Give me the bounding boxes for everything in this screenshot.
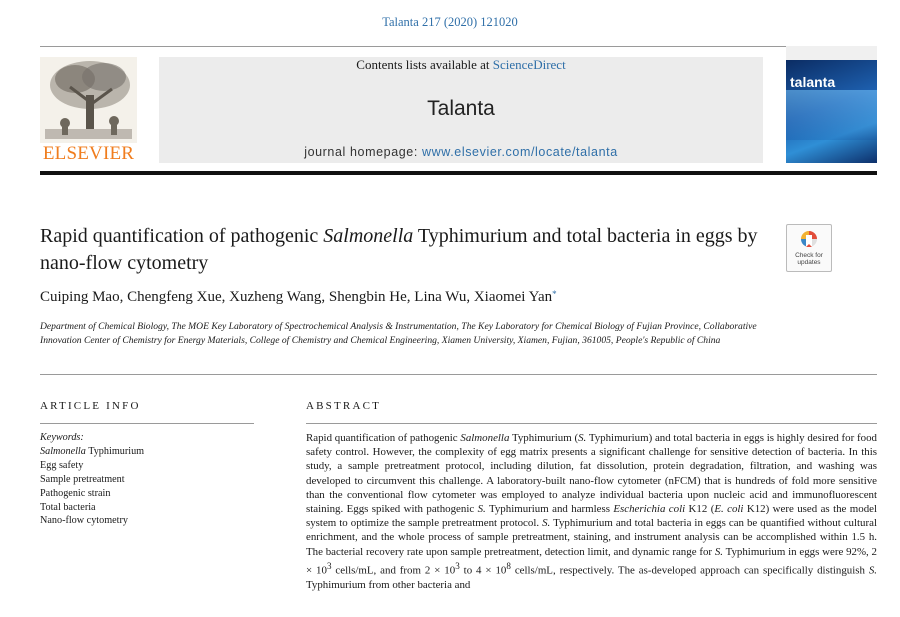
cover-title: talanta — [790, 74, 836, 90]
article-info-heading: ARTICLE INFO — [40, 400, 141, 412]
abstract-heading: ABSTRACT — [306, 400, 382, 412]
abstract-rule — [306, 423, 877, 424]
journal-name: Talanta — [427, 97, 495, 120]
crossmark-icon — [800, 230, 818, 250]
cover-artwork — [786, 60, 877, 163]
contents-line: Contents lists available at ScienceDirect — [356, 57, 566, 72]
keyword-item: Sample pretreatment — [40, 473, 125, 485]
section-rule — [40, 374, 877, 375]
journal-cover-image[interactable] — [786, 46, 877, 163]
keywords-list — [40, 431, 254, 528]
article-info-rule — [40, 423, 254, 424]
author-affiliation: Department of Chemical Biology, The MOE Key Laboratory of Spectrochemical Analysis & Instrumentation, The Key Laboratory for Chemical Biology of Fujian Province, Collaborative Innovation Center of Chemistry for Energy Materials, College of Chemistry and Chemical Engineering, Xiamen University, Xiamen, Fujian, 361005, People's Republic of China — [40, 321, 757, 346]
journal-banner — [159, 57, 763, 163]
cover-light-band — [786, 90, 877, 140]
homepage-line: journal homepage: www.elsevier.com/locate/talanta — [304, 145, 618, 159]
corresponding-author-mark[interactable]: * — [552, 289, 557, 299]
keyword-item: Salmonella Typhimurium — [40, 445, 145, 457]
author-list: Cuiping Mao, Chengfeng Xue, Xuzheng Wang, Shengbin He, Lina Wu, Xiaomei Yan* — [40, 289, 557, 305]
keyword-item: Total bacteria — [40, 501, 96, 513]
journal-citation[interactable]: Talanta 217 (2020) 121020 — [382, 15, 518, 29]
keyword-item: Pathogenic strain — [40, 487, 111, 499]
elsevier-wordmark[interactable]: ELSEVIER — [42, 143, 135, 164]
header-rule — [40, 46, 877, 47]
homepage-link[interactable]: www.elsevier.com/locate/talanta — [422, 145, 618, 159]
header-thick-rule — [40, 171, 877, 175]
cover-top-strip — [786, 46, 877, 60]
keyword-item: Nano-flow cytometry — [40, 515, 128, 527]
keywords-label: Keywords: — [40, 432, 84, 443]
article-title: Rapid quantification of pathogenic Salmonella Typhimurium and total bacteria in eggs by nano-flow cytometry — [40, 225, 758, 274]
abstract-text: Rapid quantification of pathogenic Salmonella Typhimurium (S. Typhimurium) and total bacteria in eggs is highly desired for food safety control. However, the complexity of egg matrix presents a significant challenge for sensitive detection of bacteria. In this study, a sample pretreatment protocol, including dilution, fat dissolution, protein degradation, filtration, and washing was developed to circumvent this challenge. A laboratory-built nano-flow cytometer (nFCM) that is hundreds of fold more sensitive than the conventional flow cytometer was employed to analyze individual bacteria upon nucleic acid and immunofluorescent staining. Eggs spiked with pathogenic S. Typhimurium and harmless Escherichia coli K12 (E. coli K12) were used as the model system to optimize the sample pretreatment protocol. S. Typhimurium and total bacteria in eggs can be quantified without cultural enrichment, and the whole process of sample pretreatment, staining, and instrument analysis can be accomplished within 1.5 h. The bacterial recovery rate upon sample pretreatment, detection limit, and dynamic range for S. Typhimurium in eggs were 92%, $2 \times 10^3$ cells/mL, and from $2 \times 10^3$ to $4 \times 10^8$ cells/mL, respectively. The as-developed approach can specifically distinguish S. Typhimurium from other bacteria and — [306, 432, 878, 591]
keyword-item: Egg safety — [40, 459, 84, 471]
crossmark-label: Check for updates — [795, 252, 823, 266]
check-for-updates-button[interactable] — [786, 224, 832, 272]
sciencedirect-link[interactable]: ScienceDirect — [492, 57, 566, 72]
